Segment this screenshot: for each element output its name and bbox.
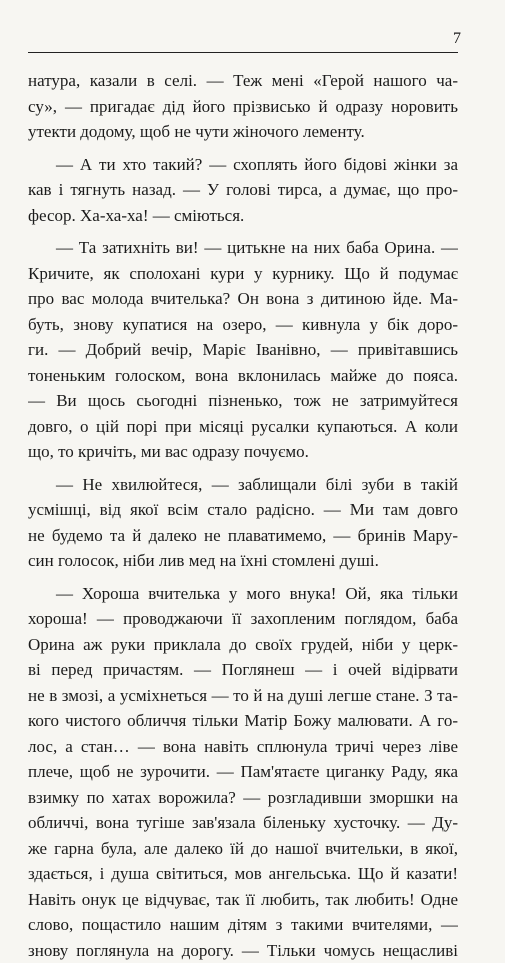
- text-line: що, то кричіть, ми вас одразу почуємо.: [28, 439, 458, 465]
- text-line: Орина аж руки приклала до своїх грудей, ніби у церк-: [28, 632, 458, 658]
- text-line: хороша! — проводжаючи її захопленим поглядом, баба: [28, 606, 458, 632]
- header-rule: [28, 52, 458, 53]
- text-line: — Не хвилюйтеся, — заблищали білі зуби в такій: [28, 472, 458, 498]
- text-line: не будемо та й далеко не плаватимемо, — бринів Мару-: [28, 523, 458, 549]
- text-line: же гарна була, але далеко їй до нашої вчительки, в якої,: [28, 836, 458, 862]
- text-line: су», — пригадає дід його прізвисько й одразу норовить: [28, 94, 458, 120]
- text-line: син голосок, ніби лив мед на їхні стомлені душі.: [28, 548, 458, 574]
- text-line: довго, о цій порі при місяці русалки купаються. А коли: [28, 414, 458, 440]
- text-line: натура, казали в селі. — Теж мені «Герой нашого ча-: [28, 68, 458, 94]
- text-line: — Хороша вчителька у мого внука! Ой, яка тільки: [28, 581, 458, 607]
- text-line: лос, а стан… — вона навіть сплюнула тричі через ліве: [28, 734, 458, 760]
- page-number: 7: [453, 30, 461, 48]
- text-line: утекти додому, щоб не чути жіночого лементу.: [28, 119, 458, 145]
- text-line: не в змозі, а усміхнеться — то й на душі легше стане. З та-: [28, 683, 458, 709]
- text-line: Навіть онук це відчуває, так її любить, так любить! Одне: [28, 887, 458, 913]
- text-line: кав і тягнуть назад. — У голові тирса, а думає, що про-: [28, 177, 458, 203]
- text-line: обличчі, вона тугіше зав'язала біленьку хусточку. — Ду-: [28, 810, 458, 836]
- body-text: [28, 68, 458, 963]
- text-line: буть, знову купатися на озеро, — кивнула у бік доро-: [28, 312, 458, 338]
- text-line: — Та затихніть ви! — цитькне на них баба Орина. —: [28, 235, 458, 261]
- text-line: тоненьким голоском, вона вклонилась майже до пояса.: [28, 363, 458, 389]
- text-line: здається, і душа світиться, мов ангельська. Що й казати!: [28, 861, 458, 887]
- text-line: плече, щоб не зурочити. — Пам'ятаєте циганку Раду, яка: [28, 759, 458, 785]
- text-line: взимку по хатах ворожила? — розгладивши зморшки на: [28, 785, 458, 811]
- text-line: — А ти хто такий? — схоплять його бідові жінки за: [28, 152, 458, 178]
- text-line: усмішці, від якої всім стало радісно. — Ми там довго: [28, 497, 458, 523]
- text-line: — Ви щось сьогодні пізненько, тож не затримуйтеся: [28, 388, 458, 414]
- text-line: кого чистого обличчя тільки Матір Божу малювати. А го-: [28, 708, 458, 734]
- text-line: фесор. Ха-ха-ха! — сміються.: [28, 203, 458, 229]
- text-line: ві перед причастям. — Поглянеш — і очей відірвати: [28, 657, 458, 683]
- text-line: Кричите, як сполохані кури у курнику. Що й подумає: [28, 261, 458, 287]
- text-line: про вас молода вчителька? Он вона з дитиною йде. Ма-: [28, 286, 458, 312]
- text-line: ги. — Добрий вечір, Маріє Іванівно, — привітавшись: [28, 337, 458, 363]
- text-line: слово, пощастило нашим дітям з такими вчителями, —: [28, 912, 458, 938]
- text-line: знову поглянула на дорогу. — Тільки чомусь нещасливі: [28, 938, 458, 963]
